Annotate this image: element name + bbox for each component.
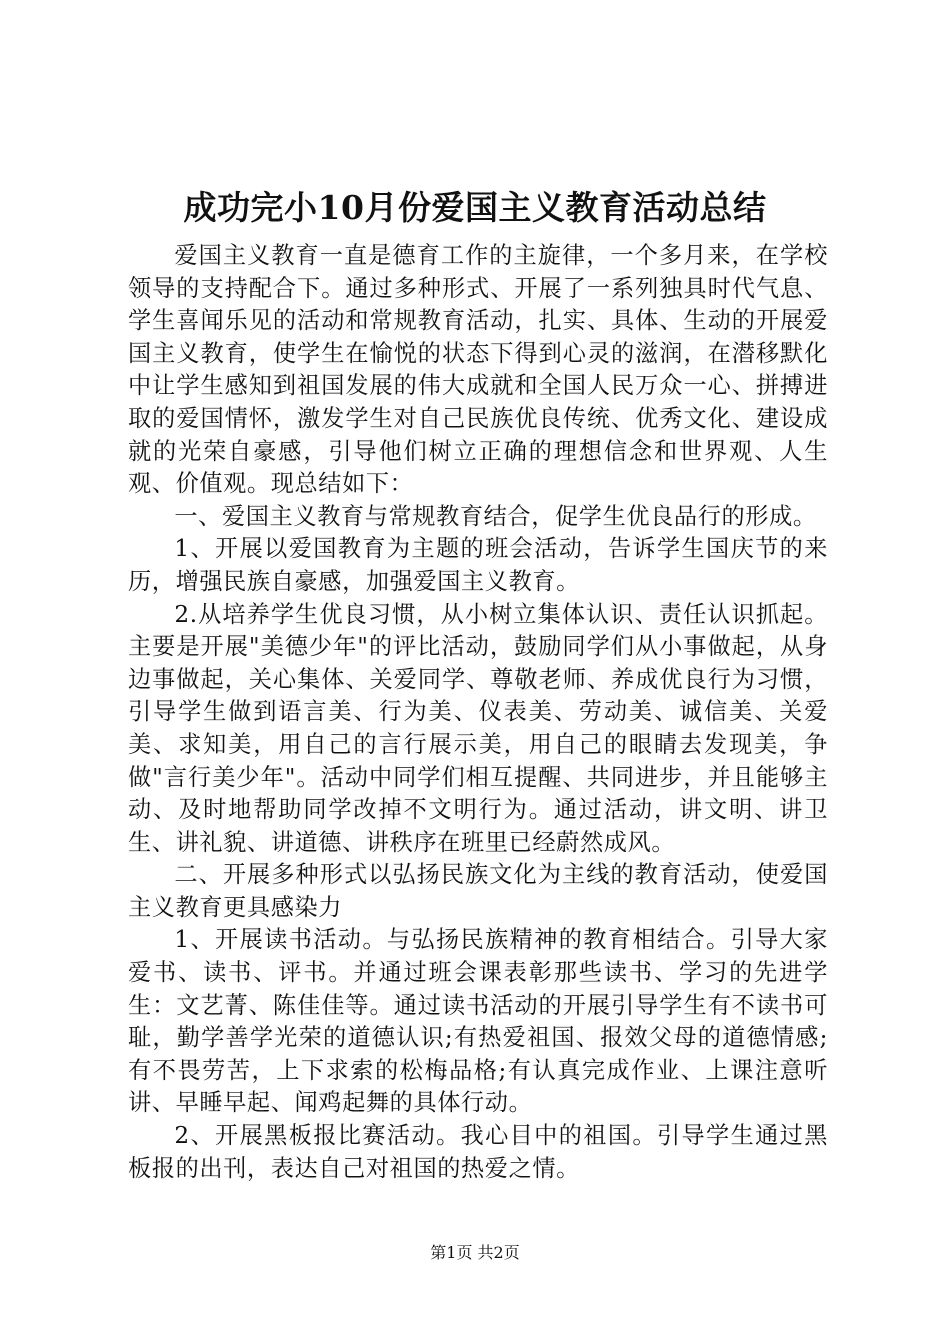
paragraph-section-1-item-2: 2.从培养学生优良习惯，从小树立集体认识、责任认识抓起。主要是开展"美德少年"的评比活动，鼓励同学们从小事做起，从身边事做起，关心集体、关爱同学、尊敬老师、养成优良行为习惯，引导学生做到语言美、行为美、仪表美、劳动美、诚信美、关爱美、求知美，用自己的言行展示美，用自己的眼睛去发现美，争做"言行美少年"。活动中同学们相互提醒、共同进步，并且能够主动、及时地帮助同学改掉不文明行为。通过活动，讲文明、讲卫生、讲礼貌、讲道德、讲秩序在班里已经蔚然成风。 — [128, 600, 828, 856]
paragraph-intro: 爱国主义教育一直是德育工作的主旋律，一个多月来，在学校领导的支持配合下。通过多种形式、开展了一系列独具时代气息、学生喜闻乐见的活动和常规教育活动，扎实、具体、生动的开展爱国主义教育，使学生在愉悦的状态下得到心灵的滋润，在潜移默化中让学生感知到祖国发展的伟大成就和全国人民万众一心、拼搏进取的爱国情怀，激发学生对自己民族优良传统、优秀文化、建设成就的光荣自豪感，引导他们树立正确的理想信念和世界观、人生观、价值观。现总结如下： — [128, 242, 828, 498]
paragraph-section-1-heading: 一、爱国主义教育与常规教育结合，促学生优良品行的形成。 — [174, 502, 817, 530]
page-number-footer: 第1页 共2页 — [430, 1243, 520, 1262]
paragraph-section-2-item-2: 2、开展黑板报比赛活动。我心目中的祖国。引导学生通过黑板报的出刊，表达自己对祖国的热爱之情。 — [128, 1122, 828, 1182]
paragraph-section-2-heading: 二、开展多种形式以弘扬民族文化为主线的教育活动，使爱国主义教育更具感染力 — [128, 861, 828, 921]
document-title: 成功完小10月份爱国主义教育活动总结 — [183, 188, 767, 227]
document-body — [128, 240, 828, 1185]
paragraph-section-2-item-1: 1、开展读书活动。与弘扬民族精神的教育相结合。引导大家爱书、读书、评书。并通过班会课表彰那些读书、学习的先进学生：文艺菁、陈佳佳等。通过读书活动的开展引导学生有不读书可耻，勤学善学光荣的道德认识;有热爱祖国、报效父母的道德情感;有不畏劳苦，上下求索的松梅品格;有认真完成作业、上课注意听讲、早睡早起、闻鸡起舞的具体行动。 — [128, 926, 828, 1117]
paragraph-section-1-item-1: 1、开展以爱国教育为主题的班会活动，告诉学生国庆节的来历，增强民族自豪感，加强爱国主义教育。 — [128, 535, 828, 595]
